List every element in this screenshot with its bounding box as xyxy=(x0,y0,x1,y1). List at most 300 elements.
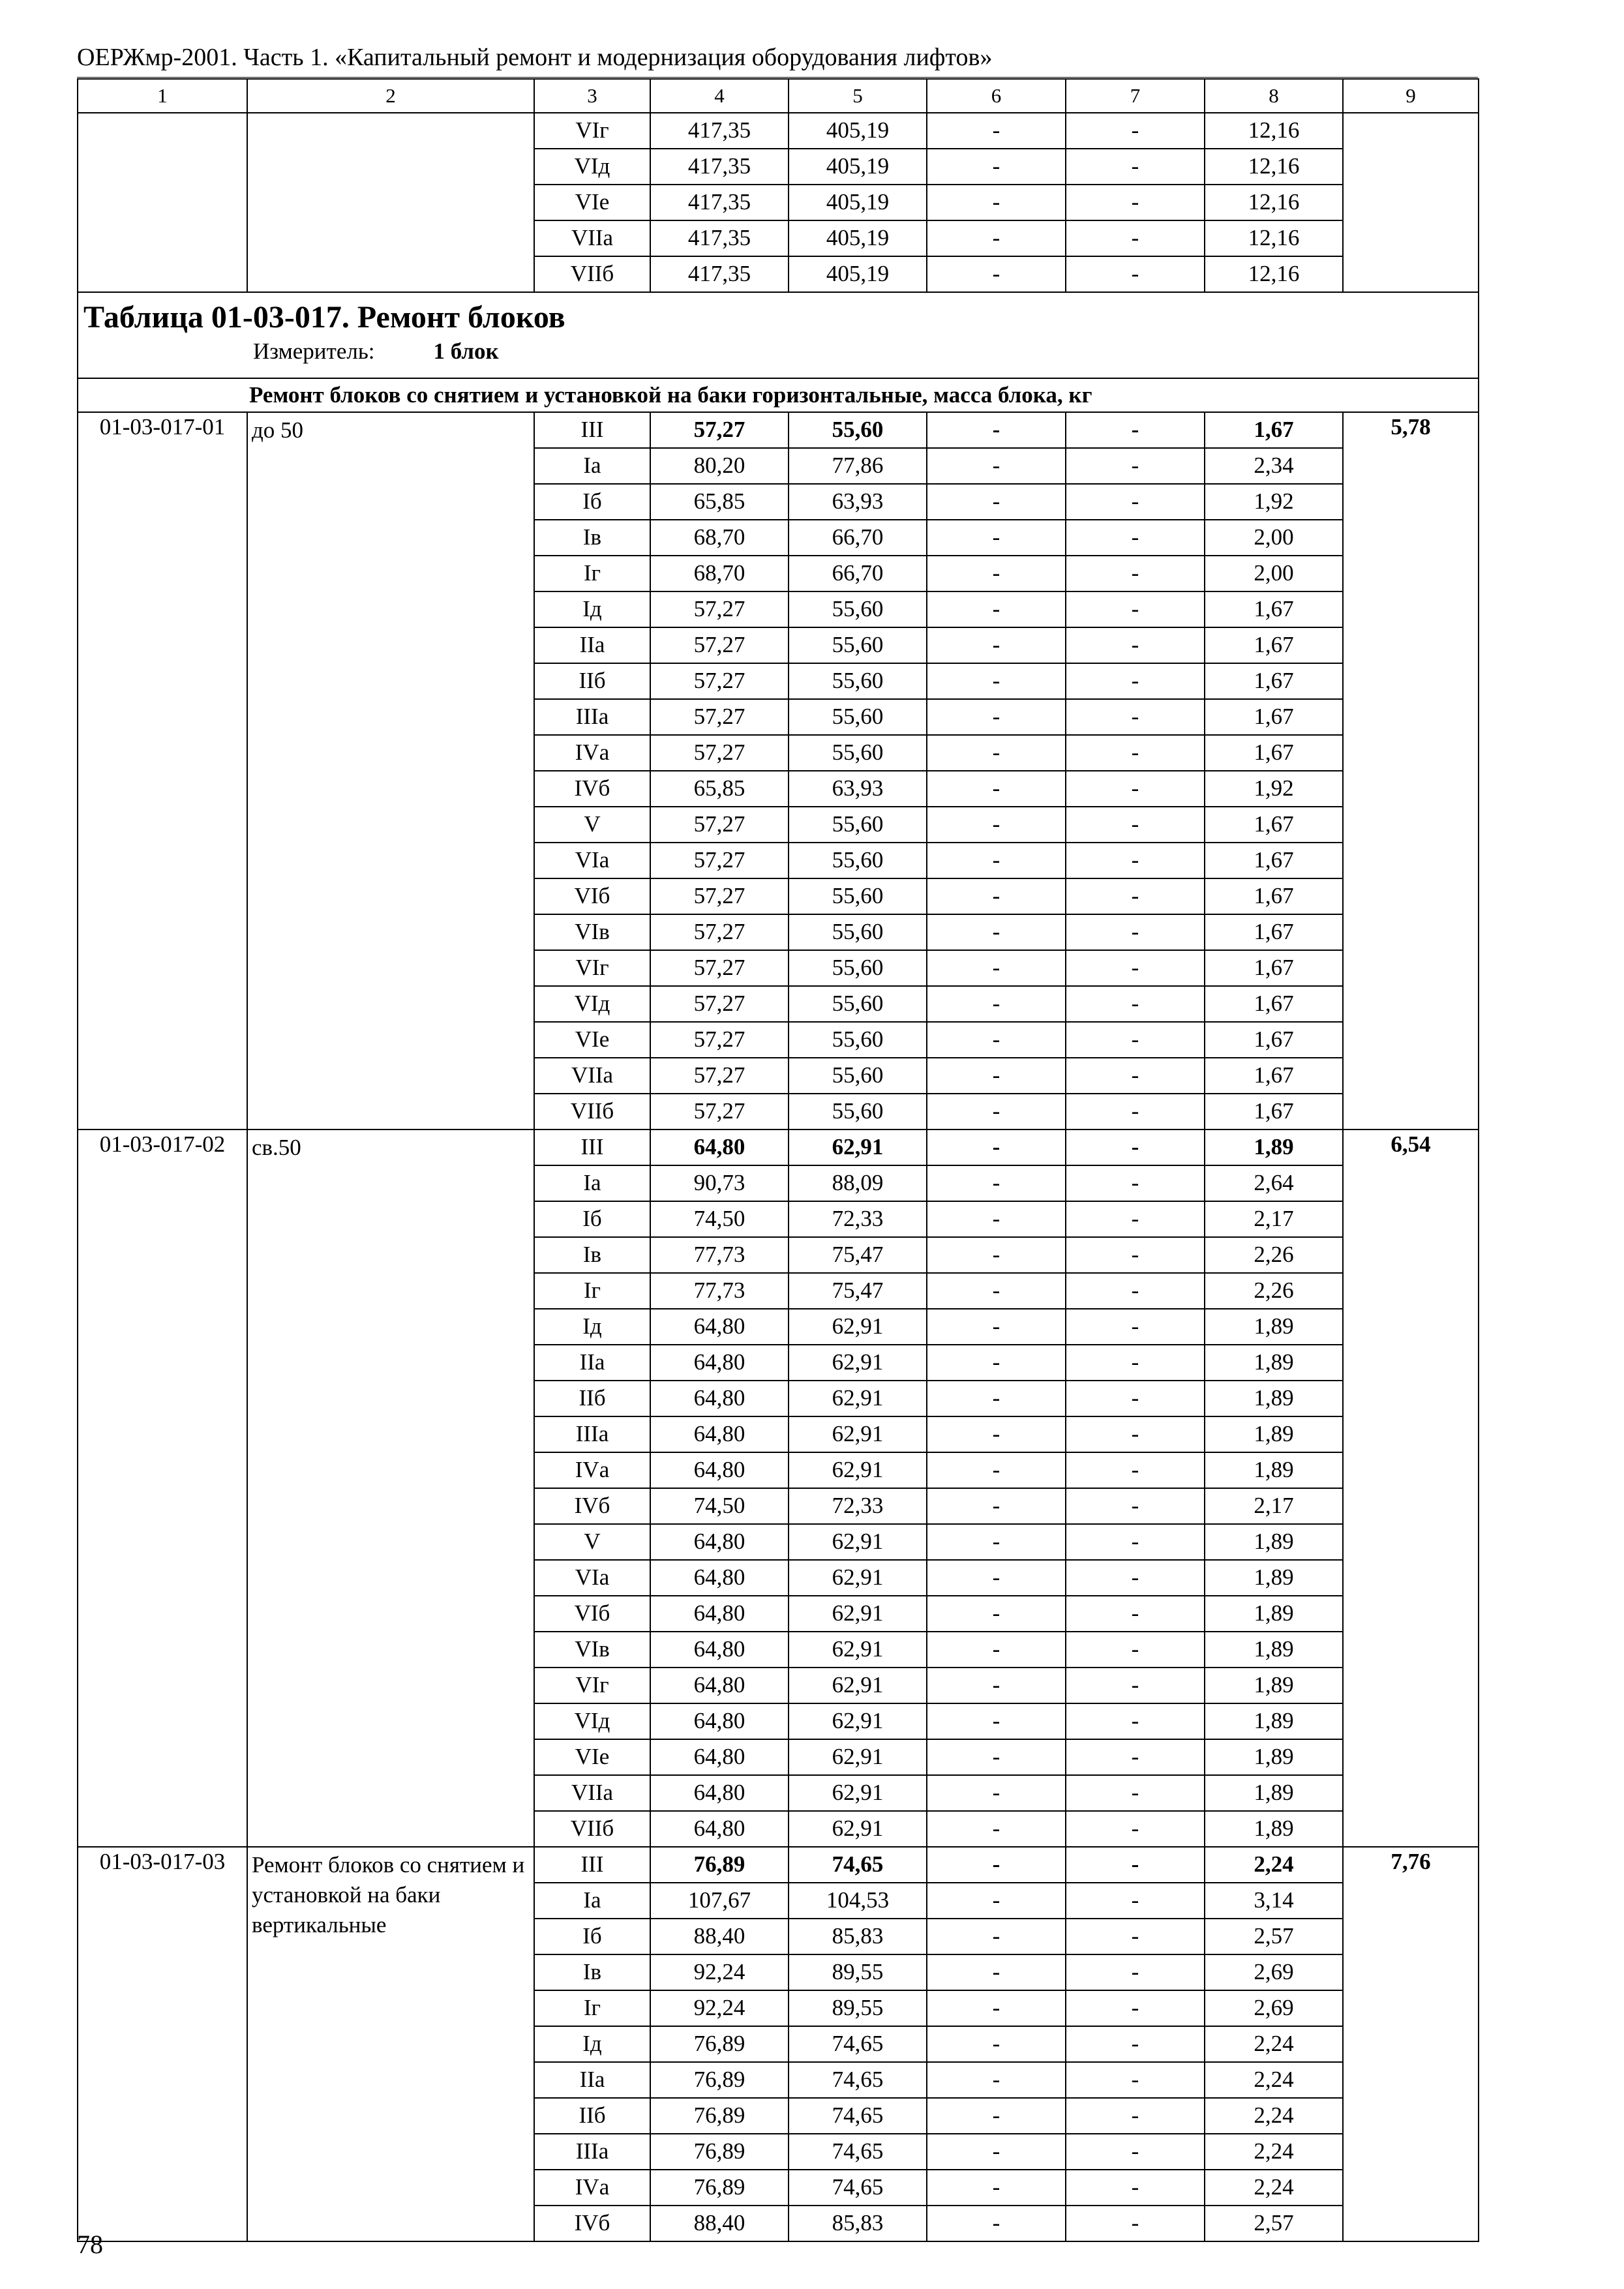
value-cell-c6: - xyxy=(927,1739,1066,1775)
value-cell-c4: 64,80 xyxy=(650,1703,789,1739)
zone-cell: IIIа xyxy=(534,1416,650,1452)
value-cell-c4: 65,85 xyxy=(650,484,789,520)
column-number: 9 xyxy=(1343,79,1479,113)
value-cell-c7: - xyxy=(1066,1381,1205,1416)
value-cell-c8: 2,69 xyxy=(1205,1954,1343,1990)
value-cell-c7: - xyxy=(1066,771,1205,807)
value-cell-c4: 417,35 xyxy=(650,185,789,220)
value-cell-c7: - xyxy=(1066,1811,1205,1847)
value-cell-c7: - xyxy=(1066,149,1205,185)
value-cell-c6: - xyxy=(927,699,1066,735)
zone-cell: VIIа xyxy=(534,220,650,256)
zone-cell: VIв xyxy=(534,1632,650,1668)
value-cell-c8: 1,89 xyxy=(1205,1632,1343,1668)
value-cell-c4: 68,70 xyxy=(650,556,789,591)
value-cell-c7: - xyxy=(1066,2098,1205,2134)
zone-cell: IIа xyxy=(534,1345,650,1381)
value-cell-c8: 2,26 xyxy=(1205,1237,1343,1273)
value-cell-c5: 62,91 xyxy=(789,1345,927,1381)
value-cell-c4: 64,80 xyxy=(650,1130,789,1165)
value-cell-c5: 55,60 xyxy=(789,735,927,771)
table-row xyxy=(78,1130,1479,1165)
value-cell-c6: - xyxy=(927,1237,1066,1273)
value-cell-c5: 55,60 xyxy=(789,699,927,735)
value-cell-c5: 62,91 xyxy=(789,1703,927,1739)
value-cell-c4: 57,27 xyxy=(650,1022,789,1058)
value-cell-c6: - xyxy=(927,448,1066,484)
value-cell-c6: - xyxy=(927,843,1066,878)
value-cell-c7: - xyxy=(1066,1703,1205,1739)
rate-name: Ремонт блоков со снятием и установкой на баки вертикальные xyxy=(247,1847,534,2241)
value-cell-c4: 64,80 xyxy=(650,1632,789,1668)
value-cell-c8: 1,89 xyxy=(1205,1452,1343,1488)
zone-cell: VIIб xyxy=(534,1811,650,1847)
value-cell-c5: 55,60 xyxy=(789,591,927,627)
value-cell-c8: 1,67 xyxy=(1205,843,1343,878)
value-cell-c5: 55,60 xyxy=(789,627,927,663)
rates-table-body xyxy=(78,79,1479,2241)
value-cell-c4: 64,80 xyxy=(650,1775,789,1811)
value-cell-c4: 90,73 xyxy=(650,1165,789,1201)
value-cell-c6: - xyxy=(927,412,1066,448)
value-cell-c4: 57,27 xyxy=(650,950,789,986)
zone-cell: VIе xyxy=(534,1739,650,1775)
value-cell-c8: 2,24 xyxy=(1205,2134,1343,2170)
value-cell-c8: 1,67 xyxy=(1205,412,1343,448)
value-cell-c5: 85,83 xyxy=(789,2206,927,2241)
value-cell-c4: 92,24 xyxy=(650,1954,789,1990)
value-cell-c4: 57,27 xyxy=(650,807,789,843)
value-cell-c4: 57,27 xyxy=(650,627,789,663)
column-number: 4 xyxy=(650,79,789,113)
value-cell-c4: 64,80 xyxy=(650,1560,789,1596)
zone-cell: IIа xyxy=(534,627,650,663)
value-cell-c5: 62,91 xyxy=(789,1560,927,1596)
zone-cell: V xyxy=(534,1524,650,1560)
value-cell-c6: - xyxy=(927,256,1066,292)
zone-cell: Iг xyxy=(534,1990,650,2026)
value-cell-c8: 1,89 xyxy=(1205,1560,1343,1596)
column-number: 3 xyxy=(534,79,650,113)
value-cell-c7: - xyxy=(1066,1345,1205,1381)
value-cell-c8: 1,89 xyxy=(1205,1596,1343,1632)
col9-value: 7,76 xyxy=(1343,1847,1479,2241)
rates-table xyxy=(77,78,1479,2242)
value-cell-c8: 1,89 xyxy=(1205,1345,1343,1381)
zone-cell: IVа xyxy=(534,2170,650,2206)
value-cell-c6: - xyxy=(927,950,1066,986)
value-cell-c8: 2,00 xyxy=(1205,556,1343,591)
value-cell-c6: - xyxy=(927,1775,1066,1811)
value-cell-c6: - xyxy=(927,1381,1066,1416)
value-cell-c4: 64,80 xyxy=(650,1596,789,1632)
value-cell-c4: 64,80 xyxy=(650,1452,789,1488)
value-cell-c7: - xyxy=(1066,1488,1205,1524)
column-number: 5 xyxy=(789,79,927,113)
value-cell-c8: 1,67 xyxy=(1205,627,1343,663)
value-cell-c7: - xyxy=(1066,2206,1205,2241)
value-cell-c4: 76,89 xyxy=(650,2062,789,2098)
zone-cell: Iб xyxy=(534,1201,650,1237)
value-cell-c4: 68,70 xyxy=(650,520,789,556)
value-cell-c5: 62,91 xyxy=(789,1130,927,1165)
value-cell-c5: 74,65 xyxy=(789,2062,927,2098)
value-cell-c7: - xyxy=(1066,1954,1205,1990)
value-cell-c4: 57,27 xyxy=(650,663,789,699)
value-cell-c6: - xyxy=(927,1847,1066,1883)
value-cell-c6: - xyxy=(927,591,1066,627)
value-cell-c5: 55,60 xyxy=(789,1022,927,1058)
value-cell-c8: 3,14 xyxy=(1205,1883,1343,1919)
value-cell-c7: - xyxy=(1066,2134,1205,2170)
value-cell-c4: 57,27 xyxy=(650,735,789,771)
value-cell-c5: 72,33 xyxy=(789,1201,927,1237)
zone-cell: VIг xyxy=(534,1668,650,1703)
value-cell-c5: 104,53 xyxy=(789,1883,927,1919)
value-cell-c7: - xyxy=(1066,1452,1205,1488)
zone-cell: V xyxy=(534,807,650,843)
zone-cell: IIIа xyxy=(534,2134,650,2170)
value-cell-c4: 64,80 xyxy=(650,1811,789,1847)
value-cell-c7: - xyxy=(1066,1739,1205,1775)
value-cell-c7: - xyxy=(1066,556,1205,591)
zone-cell: Iб xyxy=(534,1919,650,1954)
value-cell-c5: 63,93 xyxy=(789,771,927,807)
value-cell-c6: - xyxy=(927,1524,1066,1560)
value-cell-c4: 57,27 xyxy=(650,986,789,1022)
value-cell-c4: 57,27 xyxy=(650,1094,789,1130)
zone-cell: III xyxy=(534,1130,650,1165)
zone-cell: IVб xyxy=(534,2206,650,2241)
zone-cell: Iа xyxy=(534,1883,650,1919)
value-cell-c6: - xyxy=(927,1273,1066,1309)
value-cell-c4: 92,24 xyxy=(650,1990,789,2026)
value-cell-c7: - xyxy=(1066,412,1205,448)
value-cell-c6: - xyxy=(927,1130,1066,1165)
value-cell-c6: - xyxy=(927,914,1066,950)
value-cell-c8: 1,89 xyxy=(1205,1309,1343,1345)
value-cell-c4: 88,40 xyxy=(650,2206,789,2241)
value-cell-c4: 76,89 xyxy=(650,2170,789,2206)
value-cell-c4: 76,89 xyxy=(650,2026,789,2062)
value-cell-c5: 75,47 xyxy=(789,1237,927,1273)
value-cell-c7: - xyxy=(1066,1022,1205,1058)
value-cell-c7: - xyxy=(1066,627,1205,663)
value-cell-c7: - xyxy=(1066,185,1205,220)
value-cell-c6: - xyxy=(927,1703,1066,1739)
value-cell-c5: 85,83 xyxy=(789,1919,927,1954)
zone-cell: Iг xyxy=(534,556,650,591)
zone-cell: Iв xyxy=(534,520,650,556)
value-cell-c7: - xyxy=(1066,807,1205,843)
value-cell-c5: 62,91 xyxy=(789,1309,927,1345)
value-cell-c8: 1,67 xyxy=(1205,914,1343,950)
zone-cell: VIе xyxy=(534,1022,650,1058)
value-cell-c6: - xyxy=(927,1560,1066,1596)
value-cell-c7: - xyxy=(1066,1560,1205,1596)
value-cell-c5: 55,60 xyxy=(789,878,927,914)
value-cell-c4: 417,35 xyxy=(650,149,789,185)
value-cell-c8: 1,89 xyxy=(1205,1668,1343,1703)
value-cell-c4: 57,27 xyxy=(650,699,789,735)
column-number: 7 xyxy=(1066,79,1205,113)
value-cell-c7: - xyxy=(1066,1919,1205,1954)
value-cell-c6: - xyxy=(927,735,1066,771)
value-cell-c6: - xyxy=(927,1990,1066,2026)
value-cell-c8: 1,89 xyxy=(1205,1703,1343,1739)
value-cell-c7: - xyxy=(1066,1130,1205,1165)
value-cell-c4: 57,27 xyxy=(650,1058,789,1094)
value-cell-c6: - xyxy=(927,484,1066,520)
value-cell-c5: 62,91 xyxy=(789,1416,927,1452)
zone-cell: III xyxy=(534,412,650,448)
zone-cell: VIг xyxy=(534,950,650,986)
value-cell-c8: 1,67 xyxy=(1205,591,1343,627)
zone-cell: IIа xyxy=(534,2062,650,2098)
value-cell-c5: 55,60 xyxy=(789,950,927,986)
column-number: 8 xyxy=(1205,79,1343,113)
value-cell-c6: - xyxy=(927,1954,1066,1990)
value-cell-c5: 405,19 xyxy=(789,113,927,149)
zone-cell: VIд xyxy=(534,149,650,185)
value-cell-c8: 2,57 xyxy=(1205,2206,1343,2241)
zone-cell: VIг xyxy=(534,113,650,149)
value-cell-c8: 2,24 xyxy=(1205,1847,1343,1883)
value-cell-c8: 12,16 xyxy=(1205,185,1343,220)
value-cell-c5: 55,60 xyxy=(789,1094,927,1130)
zone-cell: VIд xyxy=(534,986,650,1022)
value-cell-c5: 62,91 xyxy=(789,1668,927,1703)
value-cell-c5: 89,55 xyxy=(789,1954,927,1990)
value-cell-c7: - xyxy=(1066,220,1205,256)
rate-code: 01-03-017-03 xyxy=(78,1847,247,2241)
value-cell-c5: 66,70 xyxy=(789,556,927,591)
value-cell-c4: 77,73 xyxy=(650,1237,789,1273)
value-cell-c8: 2,26 xyxy=(1205,1273,1343,1309)
value-cell-c4: 107,67 xyxy=(650,1883,789,1919)
value-cell-c8: 1,89 xyxy=(1205,1775,1343,1811)
value-cell-c6: - xyxy=(927,2170,1066,2206)
value-cell-c6: - xyxy=(927,807,1066,843)
value-cell-c6: - xyxy=(927,1488,1066,1524)
value-cell-c7: - xyxy=(1066,1847,1205,1883)
section-heading-row xyxy=(78,378,1479,412)
col9-value: 5,78 xyxy=(1343,412,1479,1130)
value-cell-c7: - xyxy=(1066,699,1205,735)
column-number: 1 xyxy=(78,79,247,113)
value-cell-c4: 57,27 xyxy=(650,878,789,914)
value-cell-c7: - xyxy=(1066,1775,1205,1811)
value-cell-c5: 55,60 xyxy=(789,914,927,950)
measure-value: 1 блок xyxy=(433,338,499,364)
value-cell-c5: 89,55 xyxy=(789,1990,927,2026)
value-cell-c5: 74,65 xyxy=(789,1847,927,1883)
value-cell-c5: 63,93 xyxy=(789,484,927,520)
value-cell-c8: 1,67 xyxy=(1205,1094,1343,1130)
value-cell-c7: - xyxy=(1066,1632,1205,1668)
value-cell-c5: 74,65 xyxy=(789,2098,927,2134)
zone-cell: Iд xyxy=(534,2026,650,2062)
value-cell-c7: - xyxy=(1066,1596,1205,1632)
value-cell-c4: 64,80 xyxy=(650,1309,789,1345)
value-cell-c8: 1,89 xyxy=(1205,1130,1343,1165)
value-cell-c7: - xyxy=(1066,1273,1205,1309)
table-row xyxy=(78,412,1479,448)
zone-cell: III xyxy=(534,1847,650,1883)
value-cell-c7: - xyxy=(1066,663,1205,699)
value-cell-c5: 74,65 xyxy=(789,2026,927,2062)
value-cell-c6: - xyxy=(927,1632,1066,1668)
rate-code: 01-03-017-01 xyxy=(78,412,247,1130)
value-cell-c6: - xyxy=(927,1596,1066,1632)
value-cell-c8: 1,67 xyxy=(1205,807,1343,843)
value-cell-c4: 76,89 xyxy=(650,2134,789,2170)
value-cell-c6: - xyxy=(927,1094,1066,1130)
zone-cell: VIб xyxy=(534,1596,650,1632)
value-cell-c5: 55,60 xyxy=(789,807,927,843)
value-cell-c4: 74,50 xyxy=(650,1201,789,1237)
value-cell-c8: 1,92 xyxy=(1205,484,1343,520)
value-cell-c4: 64,80 xyxy=(650,1524,789,1560)
value-cell-c8: 2,34 xyxy=(1205,448,1343,484)
value-cell-c5: 74,65 xyxy=(789,2170,927,2206)
value-cell-c6: - xyxy=(927,149,1066,185)
value-cell-c6: - xyxy=(927,2206,1066,2241)
zone-cell: Iв xyxy=(534,1237,650,1273)
value-cell-c4: 64,80 xyxy=(650,1739,789,1775)
value-cell-c5: 62,91 xyxy=(789,1524,927,1560)
value-cell-c5: 55,60 xyxy=(789,986,927,1022)
value-cell-c4: 64,80 xyxy=(650,1381,789,1416)
value-cell-c7: - xyxy=(1066,914,1205,950)
value-cell-c5: 74,65 xyxy=(789,2134,927,2170)
zone-cell: Iа xyxy=(534,1165,650,1201)
value-cell-c6: - xyxy=(927,771,1066,807)
zone-cell: IVб xyxy=(534,771,650,807)
value-cell-c6: - xyxy=(927,1452,1066,1488)
value-cell-c8: 12,16 xyxy=(1205,256,1343,292)
value-cell-c5: 62,91 xyxy=(789,1811,927,1847)
code-cell xyxy=(78,113,247,292)
value-cell-c4: 74,50 xyxy=(650,1488,789,1524)
value-cell-c7: - xyxy=(1066,843,1205,878)
value-cell-c7: - xyxy=(1066,950,1205,986)
value-cell-c7: - xyxy=(1066,1524,1205,1560)
value-cell-c7: - xyxy=(1066,520,1205,556)
value-cell-c4: 76,89 xyxy=(650,2098,789,2134)
value-cell-c8: 2,69 xyxy=(1205,1990,1343,2026)
value-cell-c5: 62,91 xyxy=(789,1739,927,1775)
value-cell-c8: 1,67 xyxy=(1205,1022,1343,1058)
value-cell-c7: - xyxy=(1066,2026,1205,2062)
value-cell-c8: 2,64 xyxy=(1205,1165,1343,1201)
value-cell-c6: - xyxy=(927,1165,1066,1201)
value-cell-c8: 1,67 xyxy=(1205,878,1343,914)
value-cell-c7: - xyxy=(1066,448,1205,484)
value-cell-c8: 12,16 xyxy=(1205,113,1343,149)
zone-cell: VIб xyxy=(534,878,650,914)
value-cell-c7: - xyxy=(1066,1237,1205,1273)
value-cell-c6: - xyxy=(927,1883,1066,1919)
value-cell-c7: - xyxy=(1066,735,1205,771)
value-cell-c7: - xyxy=(1066,1416,1205,1452)
value-cell-c6: - xyxy=(927,1416,1066,1452)
value-cell-c5: 72,33 xyxy=(789,1488,927,1524)
value-cell-c7: - xyxy=(1066,1201,1205,1237)
value-cell-c7: - xyxy=(1066,1668,1205,1703)
value-cell-c6: - xyxy=(927,1919,1066,1954)
col9-value: 6,54 xyxy=(1343,1130,1479,1847)
value-cell-c4: 57,27 xyxy=(650,843,789,878)
value-cell-c8: 1,67 xyxy=(1205,986,1343,1022)
value-cell-c5: 62,91 xyxy=(789,1632,927,1668)
value-cell-c5: 55,60 xyxy=(789,1058,927,1094)
zone-cell: VIIб xyxy=(534,256,650,292)
value-cell-c6: - xyxy=(927,1058,1066,1094)
zone-cell: VIв xyxy=(534,914,650,950)
zone-cell: IVа xyxy=(534,735,650,771)
zone-cell: IVб xyxy=(534,1488,650,1524)
value-cell-c6: - xyxy=(927,2134,1066,2170)
value-cell-c6: - xyxy=(927,986,1066,1022)
value-cell-c6: - xyxy=(927,185,1066,220)
value-cell-c5: 62,91 xyxy=(789,1596,927,1632)
value-cell-c8: 12,16 xyxy=(1205,149,1343,185)
name-cell xyxy=(247,113,534,292)
value-cell-c5: 405,19 xyxy=(789,185,927,220)
zone-cell: VIIа xyxy=(534,1058,650,1094)
table-row xyxy=(78,113,1479,149)
value-cell-c7: - xyxy=(1066,591,1205,627)
value-cell-c8: 1,67 xyxy=(1205,663,1343,699)
table-title-row xyxy=(78,292,1479,378)
value-cell-c8: 2,17 xyxy=(1205,1488,1343,1524)
zone-cell: VIа xyxy=(534,1560,650,1596)
value-cell-c5: 55,60 xyxy=(789,843,927,878)
value-cell-c6: - xyxy=(927,2098,1066,2134)
table-title: Таблица 01-03-017. Ремонт блоков xyxy=(83,300,565,335)
value-cell-c4: 57,27 xyxy=(650,412,789,448)
zone-cell: Iа xyxy=(534,448,650,484)
column-number: 6 xyxy=(927,79,1066,113)
value-cell-c6: - xyxy=(927,1201,1066,1237)
zone-cell: VIе xyxy=(534,185,650,220)
value-cell-c6: - xyxy=(927,1309,1066,1345)
zone-cell: VIа xyxy=(534,843,650,878)
page-header: ОЕРЖмр-2001. Часть 1. «Капитальный ремонт и модернизация оборудования лифтов» xyxy=(77,38,1478,80)
value-cell-c5: 66,70 xyxy=(789,520,927,556)
value-cell-c6: - xyxy=(927,1345,1066,1381)
rate-name: св.50 xyxy=(247,1130,534,1847)
value-cell-c4: 64,80 xyxy=(650,1416,789,1452)
value-cell-c8: 1,89 xyxy=(1205,1524,1343,1560)
value-cell-c7: - xyxy=(1066,986,1205,1022)
value-cell-c4: 57,27 xyxy=(650,591,789,627)
value-cell-c4: 88,40 xyxy=(650,1919,789,1954)
zone-cell: IVа xyxy=(534,1452,650,1488)
value-cell-c7: - xyxy=(1066,1309,1205,1345)
value-cell-c8: 1,89 xyxy=(1205,1739,1343,1775)
zone-cell: Iб xyxy=(534,484,650,520)
page-number: 78 xyxy=(77,2230,103,2259)
zone-cell: IIIа xyxy=(534,699,650,735)
value-cell-c7: - xyxy=(1066,2062,1205,2098)
value-cell-c7: - xyxy=(1066,1165,1205,1201)
value-cell-c6: - xyxy=(927,556,1066,591)
value-cell-c7: - xyxy=(1066,256,1205,292)
value-cell-c5: 55,60 xyxy=(789,663,927,699)
value-cell-c8: 1,67 xyxy=(1205,699,1343,735)
